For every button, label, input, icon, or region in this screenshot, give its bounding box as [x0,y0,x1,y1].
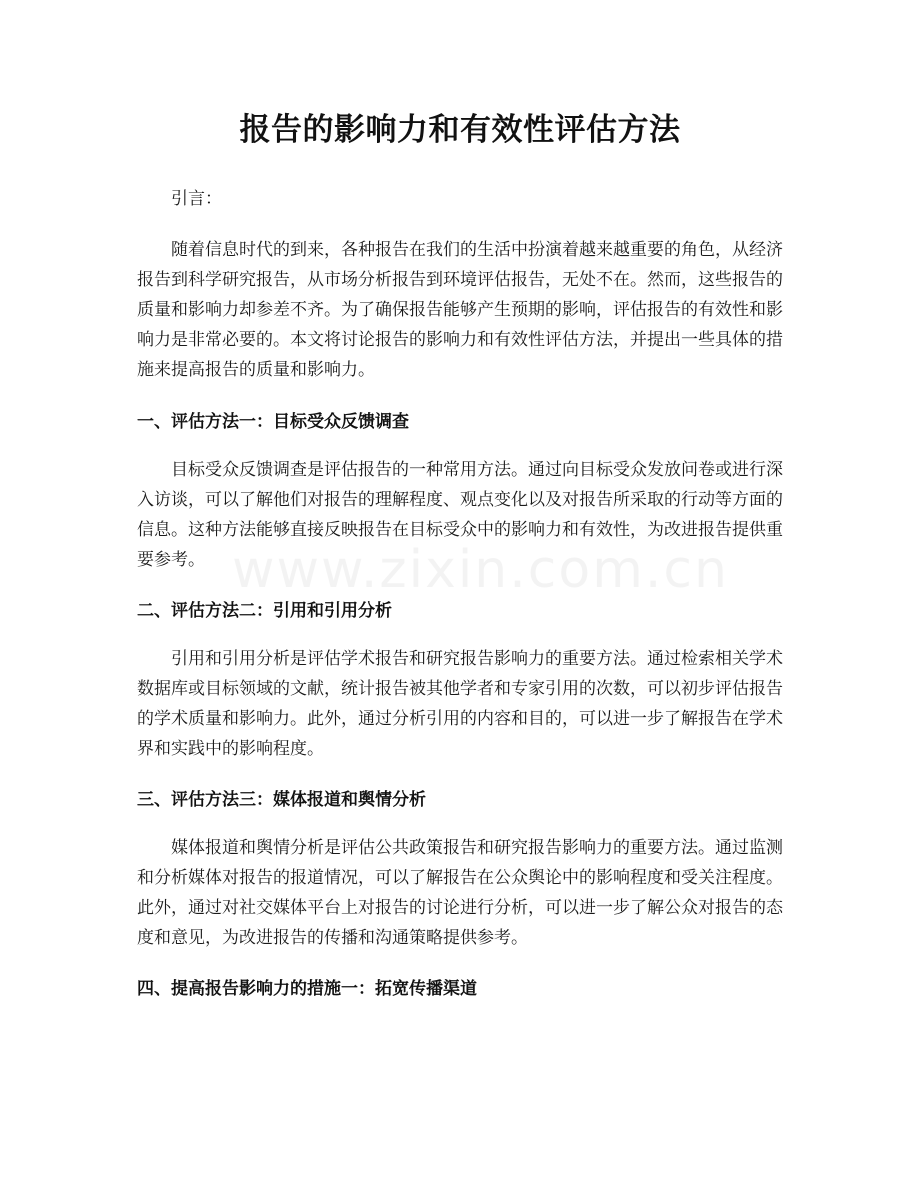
section-heading-2: 二、评估方法二：引用和引用分析 [137,601,392,621]
section-paragraph-1: 目标受众反馈调查是评估报告的一种常用方法。通过向目标受众发放问卷或进行深入访谈，可以了解他们对报告的理解程度、观点变化以及对报告所采取的行动等方面的信息。这种方法能够直接反映报告在目标受众中的影响力和有效性，为改进报告提供重要参考。 [137,460,783,570]
document-body [137,184,783,1022]
section-paragraph-3: 媒体报道和舆情分析是评估公共政策报告和研究报告影响力的重要方法。通过监测和分析媒体对报告的报道情况，可以了解报告在公众舆论中的影响程度和受关注程度。此外，通过对社交媒体平台上对报告的讨论进行分析，可以进一步了解公众对报告的态度和意见，为改进报告的传播和沟通策略提供参考。 [137,838,783,948]
site-watermark: www.zixin.com.cn [232,540,729,600]
section-heading-1: 一、评估方法一：目标受众反馈调查 [137,412,409,432]
section-paragraph-2: 引用和引用分析是评估学术报告和研究报告影响力的重要方法。通过检索相关学术数据库或目标领域的文献，统计报告被其他学者和专家引用的次数，可以初步评估报告的学术质量和影响力。此外，通过分析引用的内容和目的，可以进一步了解报告在学术界和实践中的影响程度。 [137,649,783,759]
intro-label: 引言： [171,189,222,209]
section-heading-3: 三、评估方法三：媒体报道和舆情分析 [137,790,426,810]
section-heading-4: 四、提高报告影响力的措施一：拓宽传播渠道 [137,979,477,999]
intro-paragraph: 随着信息时代的到来，各种报告在我们的生活中扮演着越来越重要的角色，从经济报告到科学研究报告，从市场分析报告到环境评估报告，无处不在。然而，这些报告的质量和影响力却参差不齐。为了确保报告能够产生预期的影响，评估报告的有效性和影响力是非常必要的。本文将讨论报告的影响力和有效性评估方法，并提出一些具体的措施来提高报告的质量和影响力。 [137,240,783,380]
document-title: 报告的影响力和有效性评估方法 [239,112,681,148]
